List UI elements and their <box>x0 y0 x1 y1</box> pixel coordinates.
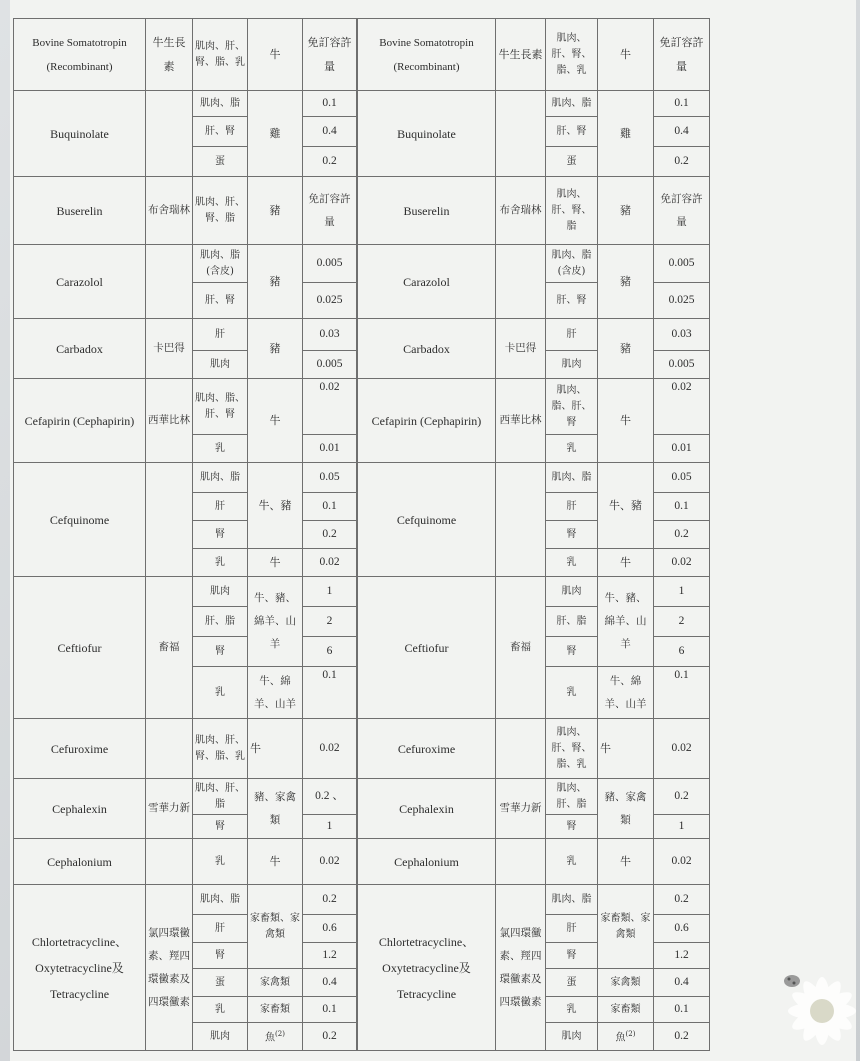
header-species: 牛 <box>598 19 654 91</box>
species: 家畜類、家禽類 <box>248 885 303 969</box>
table-row <box>358 719 710 779</box>
tissue: 蛋 <box>546 969 598 997</box>
tissue: 腎 <box>546 815 598 839</box>
tissue: 肌肉、肝、脂 <box>193 779 248 815</box>
mrl-value: 1 <box>303 577 357 607</box>
mrl-value: 0.02 <box>303 379 357 435</box>
species: 牛、豬、綿羊、山羊 <box>248 577 303 667</box>
species: 牛 <box>248 719 303 779</box>
tissue: 乳 <box>193 839 248 885</box>
chinese-name <box>146 91 193 177</box>
tissue: 乳 <box>193 435 248 463</box>
mrl-value: 0.05 <box>303 463 357 493</box>
chinese-name: 西華比林 <box>146 379 193 463</box>
header-chinese-name: 牛生長素 <box>146 19 193 91</box>
species: 牛 <box>248 379 303 463</box>
tissue: 肝 <box>193 319 248 351</box>
tissue: 肝 <box>193 493 248 521</box>
mrl-value: 0.6 <box>303 915 357 943</box>
species: 豬 <box>598 245 654 319</box>
species: 牛 <box>248 839 303 885</box>
mrl-value: 0.4 <box>303 969 357 997</box>
tissue: 肌肉、肝、腎、脂、乳 <box>193 719 248 779</box>
tissue: 腎 <box>193 637 248 667</box>
species: 豬 <box>248 319 303 379</box>
header-chinese-name: 牛生長素 <box>496 19 546 91</box>
chinese-name: 畜福 <box>496 577 546 719</box>
tissue: 肌肉 <box>546 1023 598 1051</box>
species: 家畜類 <box>598 997 654 1023</box>
species: 牛 <box>248 549 303 577</box>
mrl-value: 0.6 <box>654 915 710 943</box>
drug-name: Chlortetracycline、Oxytetracycline及Tetracycline <box>358 885 496 1051</box>
header-drug-name: Bovine Somatotropin (Recombinant) <box>14 19 146 91</box>
mrl-value: 6 <box>303 637 357 667</box>
species: 雞 <box>598 91 654 177</box>
chinese-name: 西華比林 <box>496 379 546 463</box>
species: 家畜類 <box>248 997 303 1023</box>
mrl-value: 0.2 <box>654 147 710 177</box>
species-label: 魚 <box>615 1032 626 1044</box>
species: 牛、綿羊、山羊 <box>248 667 303 719</box>
tissue: 肌肉、脂(含皮) <box>546 245 598 283</box>
mrl-value: 0.4 <box>654 969 710 997</box>
tissue: 肝、脂 <box>546 607 598 637</box>
mrl-value: 0.02 <box>654 839 710 885</box>
tissue: 蛋 <box>193 969 248 997</box>
mrl-value: 0.03 <box>303 319 357 351</box>
table-row <box>358 19 710 91</box>
drug-name: Cephalexin <box>358 779 496 839</box>
table-row <box>14 379 357 435</box>
chinese-name: 卡巴得 <box>496 319 546 379</box>
tissue: 乳 <box>546 435 598 463</box>
drug-name: Buserelin <box>358 177 496 245</box>
tissue: 乳 <box>546 667 598 719</box>
drug-name: Cefapirin (Cephapirin) <box>358 379 496 463</box>
tissue: 肝 <box>546 493 598 521</box>
chinese-name: 雪華力新 <box>496 779 546 839</box>
drug-name: Chlortetracycline、Oxytetracycline及Tetracycline <box>14 885 146 1051</box>
species: 豬 <box>598 319 654 379</box>
tissue: 肝 <box>546 319 598 351</box>
mrl-value: 0.02 <box>654 379 710 435</box>
drug-name: Ceftiofur <box>358 577 496 719</box>
drug-name: Carazolol <box>14 245 146 319</box>
table-row <box>14 91 357 117</box>
tissue: 乳 <box>546 997 598 1023</box>
tissue: 腎 <box>193 815 248 839</box>
tissue: 蛋 <box>193 147 248 177</box>
species: 豬、家禽類 <box>248 779 303 839</box>
tissue: 肌肉、脂 <box>193 91 248 117</box>
mrl-value: 0.005 <box>654 245 710 283</box>
mrl-value: 0.1 <box>303 997 357 1023</box>
chinese-name: 卡巴得 <box>146 319 193 379</box>
tissue: 腎 <box>193 943 248 969</box>
tissue: 肝、腎 <box>546 117 598 147</box>
mrl-value: 0.1 <box>654 667 710 719</box>
footnote-marker: (2) <box>625 1030 636 1039</box>
species: 豬 <box>598 177 654 245</box>
tissue: 乳 <box>193 549 248 577</box>
chinese-name <box>496 839 546 885</box>
table-row <box>14 19 357 91</box>
mrl-value: 0.2 <box>654 1023 710 1051</box>
mrl-value: 1 <box>303 815 357 839</box>
tissue: 肌肉、肝、腎、脂 <box>193 177 248 245</box>
residue-table-left <box>13 18 357 1051</box>
species: 牛 <box>598 719 654 779</box>
drug-name: Cephalonium <box>358 839 496 885</box>
tissue: 肌肉 <box>546 577 598 607</box>
residue-table-right <box>357 18 710 1051</box>
mrl-value: 0.025 <box>654 283 710 319</box>
mrl-value: 0.02 <box>303 549 357 577</box>
tissue: 腎 <box>193 521 248 549</box>
tissue: 肌肉、脂 <box>546 463 598 493</box>
chinese-name: 雪華力新 <box>146 779 193 839</box>
tissue: 肌肉、肝、腎、脂、乳 <box>546 719 598 779</box>
tissue: 肌肉、脂、肝、腎 <box>193 379 248 435</box>
footnote-marker: (2) <box>275 1030 285 1039</box>
tissue: 肝、腎 <box>546 283 598 319</box>
tissue: 乳 <box>193 667 248 719</box>
mrl-value: 0.02 <box>654 549 710 577</box>
header-species: 牛 <box>248 19 303 91</box>
chinese-name: 畜福 <box>146 577 193 719</box>
chinese-name: 氯四環黴素、羥四環黴素及四環黴素 <box>496 885 546 1051</box>
drug-name: Cefquinome <box>14 463 146 577</box>
mrl-value: 0.1 <box>303 91 357 117</box>
drug-name: Cefuroxime <box>358 719 496 779</box>
table-row <box>14 177 357 245</box>
species: 雞 <box>248 91 303 177</box>
table-row <box>358 91 710 117</box>
drug-name: Cephalonium <box>14 839 146 885</box>
tissue: 肝、脂 <box>193 607 248 637</box>
table-row <box>14 779 357 815</box>
mrl-value: 0.1 <box>303 667 357 719</box>
mrl-value: 6 <box>654 637 710 667</box>
drug-name: Buquinolate <box>358 91 496 177</box>
mrl-value: 免訂容許量 <box>303 177 357 245</box>
species: 豬、家禽類 <box>598 779 654 839</box>
species-label: 魚 <box>265 1032 276 1044</box>
table-row <box>14 885 357 915</box>
tissue: 肌肉 <box>193 577 248 607</box>
chinese-name: 氯四環黴素、羥四環黴素及四環黴素 <box>146 885 193 1051</box>
mrl-value: 0.2 <box>303 885 357 915</box>
mrl-value: 0.1 <box>654 91 710 117</box>
table-row <box>14 319 357 351</box>
table-row <box>358 463 710 493</box>
mrl-value: 0.2 <box>303 147 357 177</box>
tissue: 肌肉、肝、脂 <box>546 779 598 815</box>
tissue: 腎 <box>546 943 598 969</box>
tissue: 肌肉、脂 <box>193 463 248 493</box>
chinese-name <box>146 839 193 885</box>
tissue: 肌肉 <box>193 1023 248 1051</box>
mrl-value: 0.2 <box>654 521 710 549</box>
header-mrl: 免訂容許量 <box>303 19 357 91</box>
mrl-value: 1.2 <box>303 943 357 969</box>
mrl-value: 0.2 <box>303 521 357 549</box>
tissue: 肝、腎 <box>193 283 248 319</box>
drug-name: Cefapirin (Cephapirin) <box>14 379 146 463</box>
mrl-value: 1.2 <box>654 943 710 969</box>
chinese-name <box>496 463 546 577</box>
table-row <box>14 463 357 493</box>
tissue: 肌肉 <box>546 351 598 379</box>
tissue: 肌肉、肝、腎、脂 <box>546 177 598 245</box>
drug-name: Ceftiofur <box>14 577 146 719</box>
decorative-flower-icon <box>752 941 860 1051</box>
chinese-name <box>496 719 546 779</box>
mrl-value: 0.1 <box>654 997 710 1023</box>
tissue: 肝、腎 <box>193 117 248 147</box>
chinese-name <box>146 245 193 319</box>
mrl-value: 2 <box>303 607 357 637</box>
tissue: 腎 <box>546 637 598 667</box>
species: 豬 <box>248 177 303 245</box>
species <box>598 1023 654 1051</box>
table-row <box>14 839 357 885</box>
table-row <box>358 177 710 245</box>
mrl-value: 0.2 、 <box>303 779 357 815</box>
document-page <box>10 0 856 1061</box>
mrl-value: 0.025 <box>303 283 357 319</box>
drug-name: Carazolol <box>358 245 496 319</box>
mrl-value: 0.1 <box>303 493 357 521</box>
table-row <box>358 319 710 351</box>
mrl-value: 2 <box>654 607 710 637</box>
tissue: 乳 <box>546 549 598 577</box>
header-drug-name: Bovine Somatotropin (Recombinant) <box>358 19 496 91</box>
tissue: 乳 <box>546 839 598 885</box>
mrl-value: 0.1 <box>654 493 710 521</box>
mrl-value: 0.01 <box>654 435 710 463</box>
table-row <box>358 839 710 885</box>
chinese-name: 布舍瑞林 <box>146 177 193 245</box>
mrl-value: 0.2 <box>654 779 710 815</box>
tissue: 腎 <box>546 521 598 549</box>
drug-name: Cefuroxime <box>14 719 146 779</box>
table-row <box>14 577 357 607</box>
tissue: 肌肉、脂 <box>546 885 598 915</box>
table-row <box>358 245 710 283</box>
table-row <box>358 577 710 607</box>
header-mrl: 免訂容許量 <box>654 19 710 91</box>
mrl-value: 0.02 <box>303 719 357 779</box>
chinese-name: 布舍瑞林 <box>496 177 546 245</box>
species: 牛、豬 <box>248 463 303 549</box>
species: 豬 <box>248 245 303 319</box>
species: 家禽類 <box>248 969 303 997</box>
mrl-value: 0.4 <box>654 117 710 147</box>
chinese-name <box>496 91 546 177</box>
mrl-value: 0.005 <box>303 351 357 379</box>
mrl-value: 0.02 <box>654 719 710 779</box>
drug-name: Cefquinome <box>358 463 496 577</box>
tissue: 肌肉、脂 <box>193 885 248 915</box>
header-parts: 肌肉、肝、腎、脂、乳 <box>546 19 598 91</box>
mrl-value: 0.2 <box>654 885 710 915</box>
mrl-value: 0.05 <box>654 463 710 493</box>
tissue: 肌肉、脂 <box>546 91 598 117</box>
chinese-name <box>496 245 546 319</box>
mrl-value: 0.02 <box>303 839 357 885</box>
tissue: 肝 <box>546 915 598 943</box>
drug-name: Buquinolate <box>14 91 146 177</box>
species: 牛、豬 <box>598 463 654 549</box>
species: 牛 <box>598 379 654 463</box>
drug-name: Buserelin <box>14 177 146 245</box>
mrl-value: 1 <box>654 815 710 839</box>
header-parts: 肌肉、肝、腎、脂、乳 <box>193 19 248 91</box>
chinese-name <box>146 463 193 577</box>
tissue: 肌肉、脂、肝、腎 <box>546 379 598 435</box>
species: 牛、豬、綿羊、山羊 <box>598 577 654 667</box>
species: 家畜類、家禽類 <box>598 885 654 969</box>
species: 牛、綿羊、山羊 <box>598 667 654 719</box>
mrl-value: 0.03 <box>654 319 710 351</box>
mrl-value: 1 <box>654 577 710 607</box>
table-row <box>14 719 357 779</box>
species: 家禽類 <box>598 969 654 997</box>
mrl-value: 0.01 <box>303 435 357 463</box>
table-row <box>358 885 710 915</box>
mrl-value: 0.005 <box>303 245 357 283</box>
table-row <box>14 245 357 283</box>
tissue: 肝 <box>193 915 248 943</box>
mrl-value: 0.2 <box>303 1023 357 1051</box>
tissue: 肌肉、脂(含皮) <box>193 245 248 283</box>
drug-name: Carbadox <box>358 319 496 379</box>
species <box>248 1023 303 1051</box>
chinese-name <box>146 719 193 779</box>
table-row <box>358 379 710 435</box>
mrl-value: 0.4 <box>303 117 357 147</box>
drug-name: Carbadox <box>14 319 146 379</box>
drug-name: Cephalexin <box>14 779 146 839</box>
species: 牛 <box>598 549 654 577</box>
table-row <box>358 779 710 815</box>
tissue: 乳 <box>193 997 248 1023</box>
mrl-value: 免訂容許量 <box>654 177 710 245</box>
tissue: 蛋 <box>546 147 598 177</box>
mrl-value: 0.005 <box>654 351 710 379</box>
tissue: 肌肉 <box>193 351 248 379</box>
species: 牛 <box>598 839 654 885</box>
